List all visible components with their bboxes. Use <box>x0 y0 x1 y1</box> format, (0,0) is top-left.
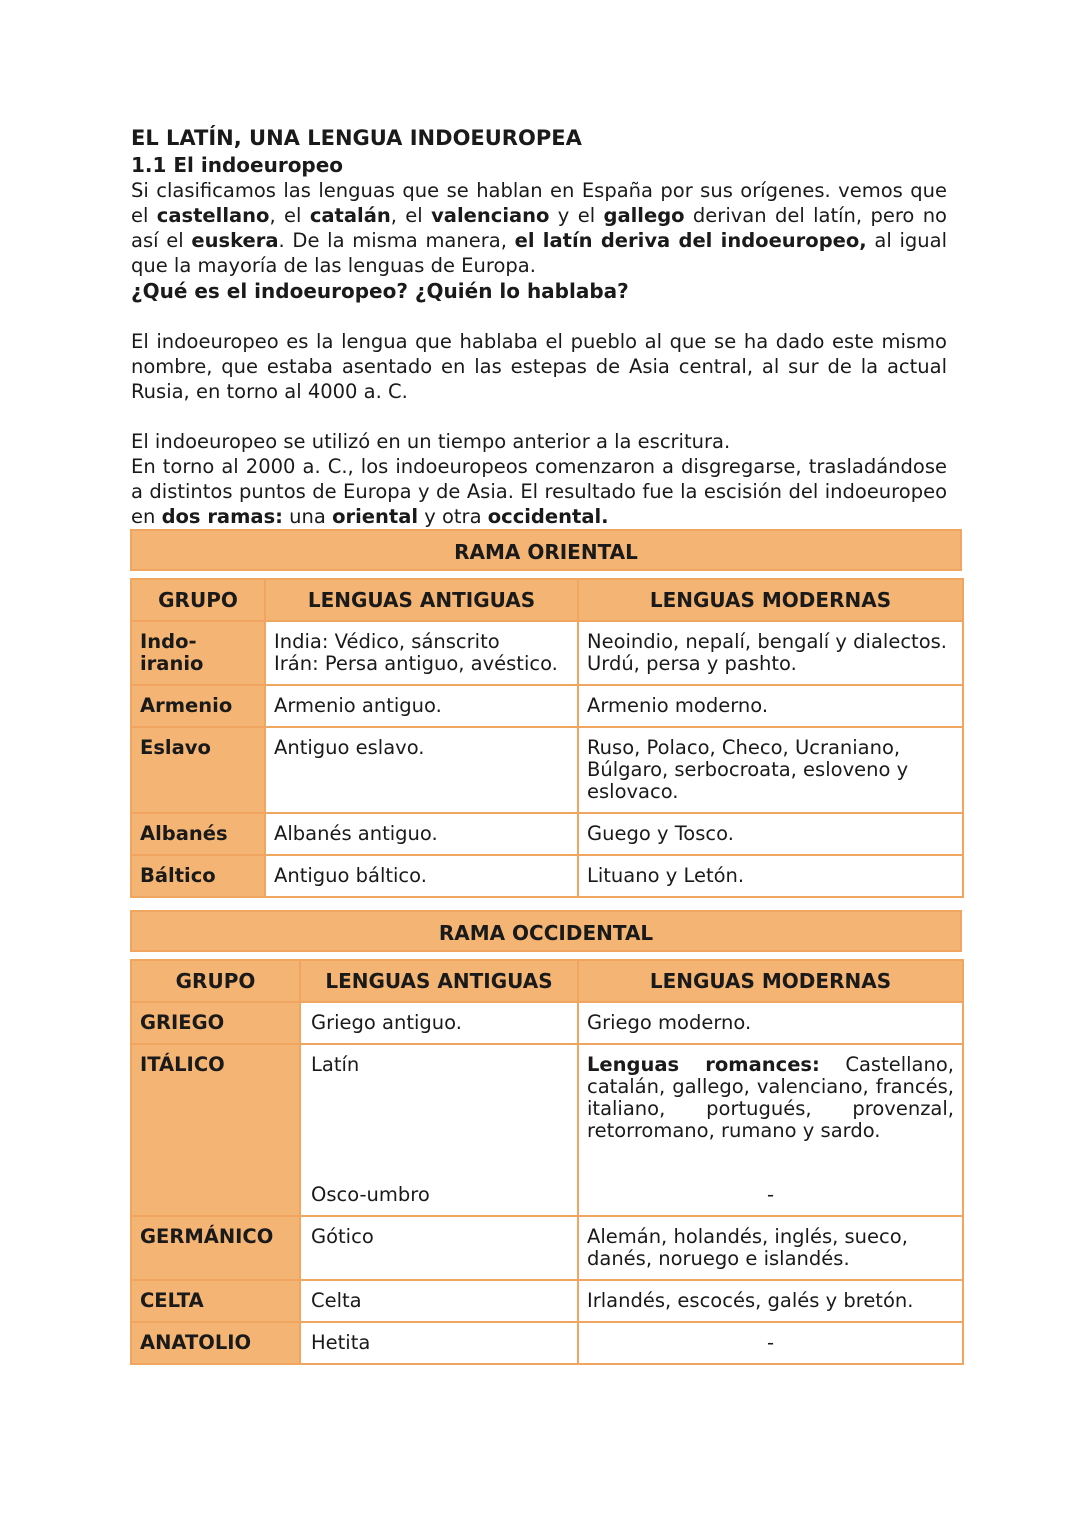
modern-cell: Irlandés, escocés, galés y bretón. <box>578 1280 963 1322</box>
modern-cell: Griego moderno. <box>578 1002 963 1044</box>
header-modern: LENGUAS MODERNAS <box>578 960 963 1002</box>
table-row <box>131 727 963 813</box>
bold-term: el latín deriva del indoeuropeo, <box>514 229 867 252</box>
header-modern: LENGUAS MODERNAS <box>578 579 963 621</box>
ancient-cell: Armenio antiguo. <box>265 685 578 727</box>
ancient-cell: Antiguo báltico. <box>265 855 578 897</box>
modern-cell: Alemán, holandés, inglés, sueco, danés, noruego e islandés. <box>578 1216 963 1280</box>
table-row <box>131 1044 963 1216</box>
group-cell: Báltico <box>131 855 265 897</box>
bold-term: catalán <box>309 204 391 227</box>
table-row <box>131 1216 963 1280</box>
ancient-cell <box>265 621 578 685</box>
text: Castellano, catalán, gallego, valenciano, francés, italiano, portugués, provenzal, retorromano, rumano y sardo. <box>587 1053 954 1142</box>
text: Urdú, persa y pashto. <box>587 652 797 675</box>
table-row <box>131 813 963 855</box>
header-row <box>131 960 963 1002</box>
group-cell: Armenio <box>131 685 265 727</box>
group-cell: CELTA <box>131 1280 300 1322</box>
text: . De la misma manera, <box>278 229 515 252</box>
bold-term: oriental <box>332 505 419 528</box>
paragraph-origins <box>131 178 947 278</box>
text: , el <box>269 204 310 227</box>
question-heading: ¿Qué es el indoeuropeo? ¿Quién lo hablaba? <box>131 279 629 303</box>
paragraph-writing: El indoeuropeo se utilizó en un tiempo anterior a la escritura. <box>131 430 731 453</box>
document-text <box>131 124 947 529</box>
text: En torno al 2000 a. C., los indoeuropeos comenzaron a disgregarse, trasladándose a distintos puntos de Europa y de Asia. El resultado fue la escisión del indoeuropeo en <box>131 455 947 528</box>
bold-term: euskera <box>191 229 279 252</box>
text: Osco-umbro <box>311 1183 430 1206</box>
text: y otra <box>418 505 488 528</box>
text: una <box>282 505 333 528</box>
text: derivan del latín, pero no así el <box>131 204 947 252</box>
ancient-cell: Celta <box>300 1280 578 1322</box>
text: Latín <box>311 1053 360 1076</box>
occidental-title: RAMA OCCIDENTAL <box>130 910 962 952</box>
bold-term: occidental. <box>487 505 609 528</box>
occidental-grid <box>130 959 964 1365</box>
text: al igual que la mayoría de las lenguas de Europa. <box>131 229 947 277</box>
paragraph-definition: El indoeuropeo es la lengua que hablaba el pueblo al que se ha dado este mismo nombre, que estaba asentado en las estepas de Asia central, al sur de la actual Rusia, en torno al 4000 a. C. <box>131 330 947 403</box>
header-ancient: LENGUAS ANTIGUAS <box>265 579 578 621</box>
text: , el <box>390 204 432 227</box>
bold-term: Lenguas romances: <box>587 1053 820 1076</box>
bold-term: dos ramas: <box>161 505 283 528</box>
group-cell: ITÁLICO <box>131 1044 300 1216</box>
modern-cell: Ruso, Polaco, Checo, Ucraniano, Búlgaro, serbocroata, esloveno y eslovaco. <box>578 727 963 813</box>
group-cell: GRIEGO <box>131 1002 300 1044</box>
group-cell: Eslavo <box>131 727 265 813</box>
oriental-table <box>130 529 962 898</box>
ancient-cell: Gótico <box>300 1216 578 1280</box>
text: Irán: Persa antiguo, avéstico. <box>274 652 558 675</box>
text: y el <box>549 204 604 227</box>
text: India: Védico, sánscrito <box>274 630 500 653</box>
bold-term: valenciano <box>431 204 550 227</box>
ancient-cell: Antiguo eslavo. <box>265 727 578 813</box>
romance-languages <box>587 1054 954 1142</box>
text: Si clasificamos las lenguas que se hablan en España por sus orígenes. vemos que el <box>131 179 947 227</box>
modern-cell: Guego y Tosco. <box>578 813 963 855</box>
modern-cell <box>578 1044 963 1216</box>
page-title: EL LATÍN, UNA LENGUA INDOEUROPEA <box>131 126 582 150</box>
modern-cell: - <box>578 1322 963 1364</box>
ancient-cell <box>300 1044 578 1216</box>
table-row <box>131 1322 963 1364</box>
bold-term: gallego <box>603 204 685 227</box>
table-row <box>131 855 963 897</box>
oriental-grid <box>130 578 964 898</box>
header-group: GRUPO <box>131 579 265 621</box>
group-cell: ANATOLIO <box>131 1322 300 1364</box>
oriental-title: RAMA ORIENTAL <box>130 529 962 571</box>
table-row <box>131 1280 963 1322</box>
header-row <box>131 579 963 621</box>
bold-term: castellano <box>156 204 270 227</box>
table-row <box>131 1002 963 1044</box>
text: - <box>766 1183 775 1206</box>
section-heading: 1.1 El indoeuropeo <box>131 153 344 177</box>
ancient-cell: Hetita <box>300 1322 578 1364</box>
group-cell: GERMÁNICO <box>131 1216 300 1280</box>
occidental-table <box>130 910 962 1365</box>
modern-cell: Lituano y Letón. <box>578 855 963 897</box>
ancient-cell: Albanés antiguo. <box>265 813 578 855</box>
text: Neoindio, nepalí, bengalí y dialectos. <box>587 630 947 653</box>
modern-cell: Armenio moderno. <box>578 685 963 727</box>
group-cell: Indo-iranio <box>131 621 265 685</box>
ancient-cell: Griego antiguo. <box>300 1002 578 1044</box>
modern-cell <box>578 621 963 685</box>
table-row <box>131 685 963 727</box>
group-cell: Albanés <box>131 813 265 855</box>
table-row <box>131 621 963 685</box>
paragraph-branches <box>131 454 947 529</box>
header-group: GRUPO <box>131 960 300 1002</box>
header-ancient: LENGUAS ANTIGUAS <box>300 960 578 1002</box>
